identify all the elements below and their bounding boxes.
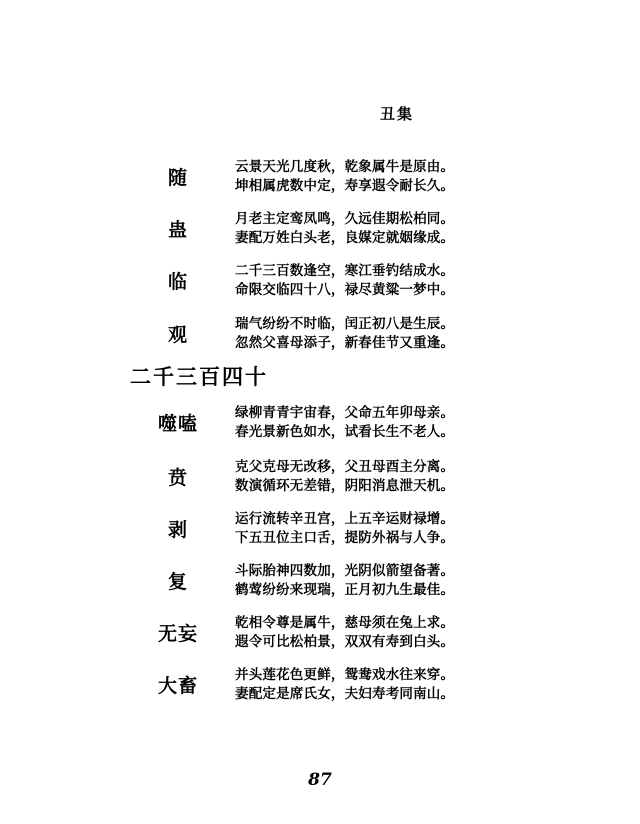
entry (0, 312, 640, 356)
verse-line: 妻配定是席氏女，夫妇寿考同南山。 (235, 686, 455, 702)
verse-line: 云景天光几度秋，乾象属牛是原由。 (235, 159, 455, 175)
verse-line: 运行流转辛丑宫，上五辛运财禄增。 (235, 511, 455, 527)
entry (0, 663, 640, 707)
entry (0, 259, 640, 303)
entry-name: 复 (167, 571, 188, 593)
entry (0, 611, 640, 655)
entry (0, 507, 640, 551)
page-header: 丑集 (380, 105, 415, 123)
verse-line: 遐令可比松柏景，双双有寿到白头。 (235, 634, 455, 650)
verse-line: 瑞气纷纷不时临，闰正初八是生辰。 (235, 316, 455, 332)
verse-line: 忽然父喜母添子，新春佳节又重逢。 (235, 335, 455, 351)
verse-line: 二千三百数逢空，寒江垂钓结成水。 (235, 263, 455, 279)
verse-line: 绿柳青青宇宙春，父命五年卯母亲。 (235, 405, 455, 421)
verse-line: 坤相属虎数中定，寿享遐令耐长久。 (235, 178, 455, 194)
verse-line: 月老主定鸾凤鸣，久远佳期松柏同。 (235, 211, 455, 227)
entry (0, 155, 640, 199)
verse-line: 并头莲花色更鲜，鸳鸯戏水往来穿。 (235, 667, 455, 683)
page-number: 87 (308, 770, 332, 790)
verse-line: 命限交临四十八，禄尽黄粱一梦中。 (235, 282, 455, 298)
verse-line: 鹤莺纷纷来现瑞，正月初九生最佳。 (235, 582, 455, 598)
entry-name: 剥 (167, 519, 188, 541)
entry (0, 559, 640, 603)
entry-name: 大畜 (157, 675, 198, 697)
entry-name: 临 (167, 271, 188, 293)
entry-name: 贲 (167, 467, 188, 489)
verse-line: 数演循环无差错，阴阳消息泄天机。 (235, 478, 455, 494)
entry-name: 蛊 (167, 219, 188, 241)
entry (0, 207, 640, 251)
verse-line: 妻配万姓白头老，良媒定就姻缘成。 (235, 230, 455, 246)
entry-name: 噬嗑 (157, 413, 198, 435)
verse-line: 克父克母无改移，父丑母酉主分离。 (235, 459, 455, 475)
verse-line: 下五丑位主口舌，提防外祸与人争。 (235, 530, 455, 546)
verse-line: 春光景新色如水，试看长生不老人。 (235, 424, 455, 440)
entry-name: 无妄 (157, 623, 198, 645)
entry (0, 455, 640, 499)
verse-line: 乾相令尊是属牛，慈母须在兔上求。 (235, 615, 455, 631)
entry-name: 随 (167, 167, 188, 189)
section-title: 二千三百四十 (130, 364, 268, 389)
entry (0, 401, 640, 445)
entry-name: 观 (167, 324, 188, 346)
verse-line: 斗际胎神四数加，光阴似箭望备著。 (235, 563, 455, 579)
